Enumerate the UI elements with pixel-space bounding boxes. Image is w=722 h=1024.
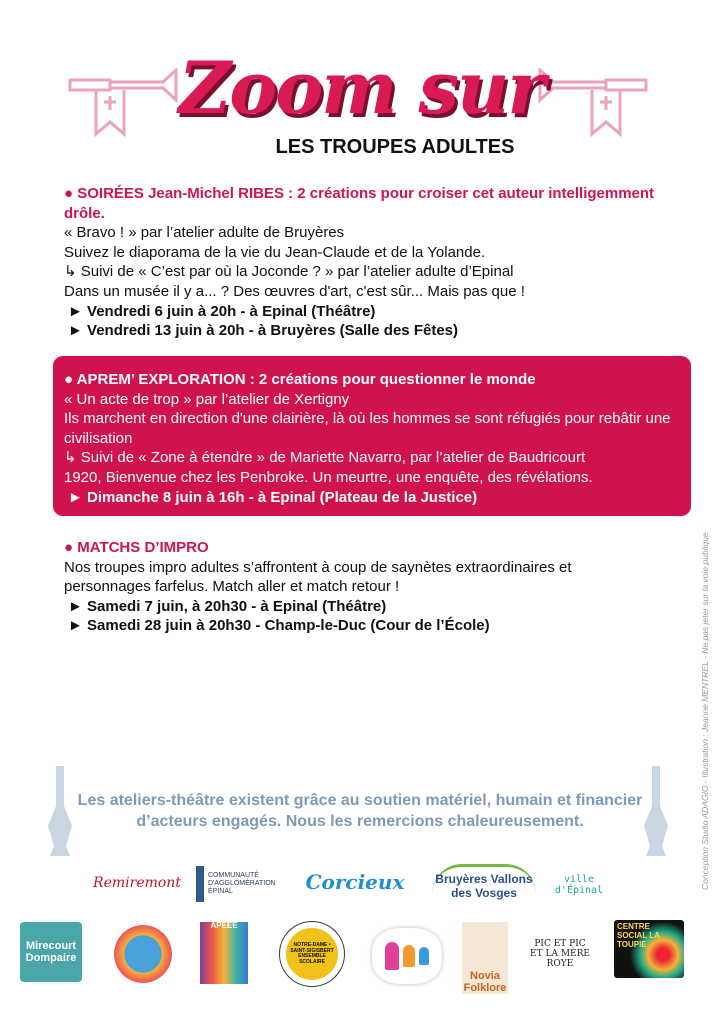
section-line: « Bravo ! » par l’atelier adulte de Bruyères xyxy=(64,224,345,242)
section-matchs-impro xyxy=(64,538,634,636)
logo-notre-dame: NOTRE-DAME • SAINT-SIGISBERT ENSEMBLE SCOLAIRE xyxy=(280,922,344,986)
section-line: Dans un musée il y a... ? Des œuvres d'art, c'est sûr... Mais pas que ! xyxy=(64,282,525,300)
section-soirees xyxy=(64,184,664,341)
logo-centre-social xyxy=(372,928,442,984)
event-date: ► Dimanche 8 juin à 16h - à Epinal (Plateau de la Justice) xyxy=(68,488,478,506)
event-date: ► Vendredi 13 juin à 20h - à Bruyères (Salle des Fêtes) xyxy=(68,322,458,340)
section-line: Ils marchent en direction d'une clairière, là où les hommes se sont réfugiés pour rebâtir une civilisation xyxy=(64,410,671,447)
credit-text: Conception Studio ADAGIO - Illustration : Jeanne MENTREL - Ne pas jeter sur la voie publique xyxy=(700,532,710,890)
logo-bruyeres: Bruyères Vallons des Vosges xyxy=(432,864,536,906)
section-heading: ● APREM’ EXPLORATION : 2 créations pour questionner le monde xyxy=(64,371,536,388)
page-subtitle: LES TROUPES ADULTES xyxy=(275,136,515,158)
section-aprem-exploration xyxy=(64,370,684,507)
event-date: ► Vendredi 6 juin à 20h - à Epinal (Théâtre) xyxy=(68,302,376,320)
event-date: ► Samedi 28 juin à 20h30 - Champ-le-Duc (Cour de l’École) xyxy=(68,617,490,635)
section-line: 1920, Bienvenue chez les Penbroke. Un meurtre, une enquête, des révélations. xyxy=(64,468,593,486)
logo-corcieux: Corcieux xyxy=(305,870,405,894)
logo-agglo-epinal: COMMUNAUTÉ D'AGGLOMÉRATION ÉPINAL xyxy=(196,866,288,902)
logo-mirecourt-dompaire: Mirecourt Dompaire xyxy=(20,922,82,982)
section-heading: ● SOIRÉES Jean-Michel RIBES : 2 créations pour croiser cet auteur intelligemment drôle. xyxy=(64,185,655,222)
logo-remiremont: Remiremont xyxy=(93,875,181,892)
page-title: Zoom sur xyxy=(178,45,544,130)
logo-pic-et-pic: PIC ET PIC ET LA MÈRE ROYE xyxy=(530,939,590,969)
event-date: ► Samedi 7 juin, à 20h30 - à Epinal (Théâtre) xyxy=(68,597,387,615)
logo-centre-social-toupie: CENTRE SOCIAL LA TOUPIE xyxy=(614,920,684,978)
logo-ville-epinal: ville d'Épinal xyxy=(554,874,604,896)
section-line: ↳ Suivi de « C’est par où la Joconde ? » par l’atelier adulte d’Epinal xyxy=(64,263,514,281)
section-line: « Un acte de trop » par l’atelier de Xertigny xyxy=(64,390,350,408)
logo-children-globe xyxy=(114,925,172,983)
logo-apeee: APEEE xyxy=(200,922,248,984)
section-heading: ● MATCHS D’IMPRO xyxy=(64,539,209,556)
section-line: Nos troupes impro adultes s’affrontent à coup de saynètes extraordinaires et personnages farfelus. Match aller et match retour ! xyxy=(64,558,572,596)
logo-novia-folklore: Novia Folklore xyxy=(462,922,508,994)
thanks-message: Les ateliers-théâtre existent grâce au soutien matériel, humain et financier d’acteurs engagés. Nous les remercions chaleureusement. xyxy=(77,792,643,830)
section-line: Suivez le diaporama de la vie du Jean-Claude et de la Yolande. xyxy=(64,243,486,261)
section-line: ↳ Suivi de « Zone à étendre » de Mariette Navarro, par l’atelier de Baudricourt xyxy=(64,449,586,467)
